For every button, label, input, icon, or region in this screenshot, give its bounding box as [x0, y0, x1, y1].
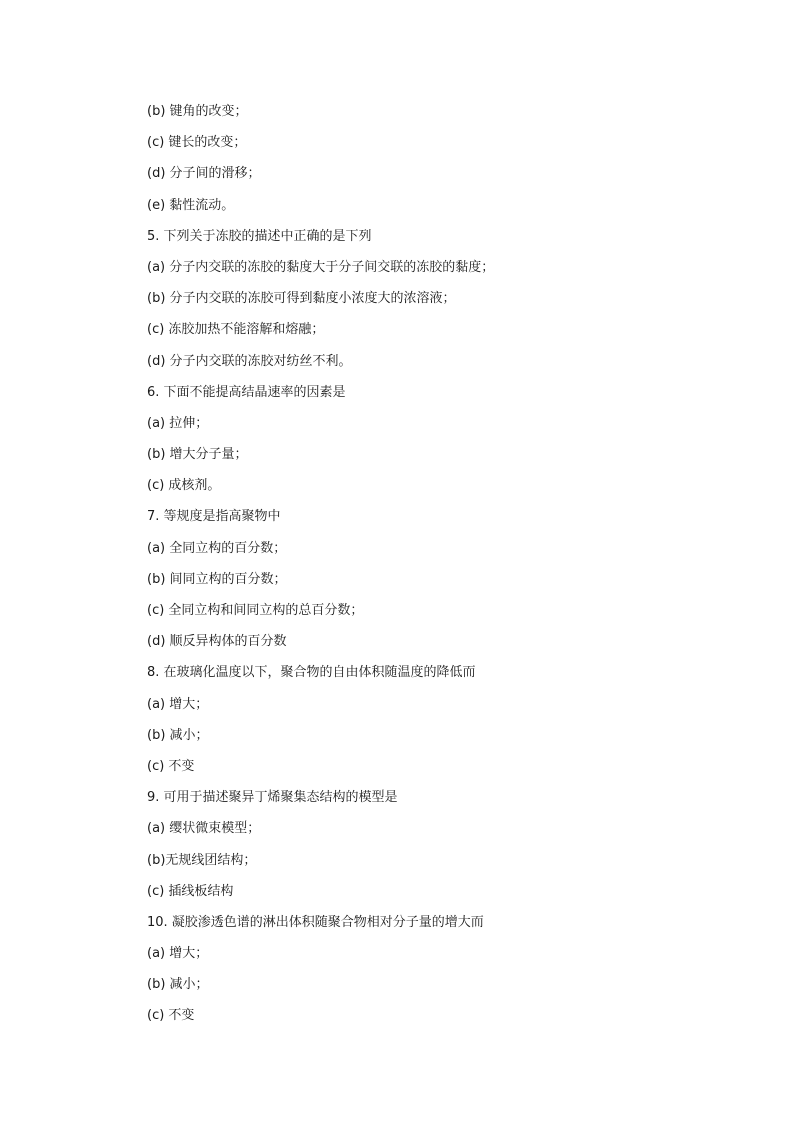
- option-line: (b) 增大分子量；: [147, 447, 248, 463]
- option-line: (c) 不变: [147, 758, 195, 774]
- option-line: (c) 全同立构和间同立构的总百分数；: [147, 603, 364, 618]
- question-line: 6. 下面不能提高结晶速率的因素是: [147, 384, 346, 400]
- question-line: 5. 下列关于冻胶的描述中正确的是下列: [147, 228, 372, 244]
- option-line: (a) 分子内交联的冻胶的黏度大于分子间交联的冻胶的黏度；: [147, 259, 495, 275]
- option-line: (b) 减小；: [147, 977, 209, 993]
- question-line: 9. 可用于描述聚异丁烯聚集态结构的模型是: [147, 790, 398, 806]
- option-line: (d) 分子间的滑移；: [147, 166, 261, 182]
- option-line: (b) 减小；: [147, 727, 209, 743]
- question-line: 7. 等规度是指高聚物中: [147, 509, 281, 525]
- option-line: (c) 插线板结构: [147, 883, 234, 899]
- option-line: (b) 键角的改变；: [147, 104, 248, 119]
- option-line: (a) 增大；: [147, 946, 209, 962]
- option-line: (c) 键长的改变；: [147, 135, 247, 151]
- option-line: (d) 顺反异构体的百分数: [147, 634, 287, 650]
- option-line: (e) 黏性流动。: [147, 197, 235, 213]
- option-line: (a) 缨状微束模型；: [147, 821, 261, 837]
- option-line: (c) 成核剂。: [147, 478, 221, 494]
- option-line: (b) 分子内交联的冻胶可得到黏度小浓度大的浓溶液；: [147, 291, 456, 307]
- option-line: (c) 不变: [147, 1008, 195, 1024]
- question-line: 10. 凝胶渗透色谱的淋出体积随聚合物相对分子量的增大而: [147, 914, 484, 930]
- question-line: 8. 在玻璃化温度以下，聚合物的自由体积随温度的降低而: [147, 665, 476, 681]
- option-line: (d) 分子内交联的冻胶对纺丝不利。: [147, 353, 352, 369]
- option-line: (b) 间同立构的百分数；: [147, 571, 287, 587]
- option-line: (b)无规线团结构；: [147, 852, 257, 868]
- option-line: (a) 拉伸；: [147, 415, 209, 431]
- option-line: (c) 冻胶加热不能溶解和熔融；: [147, 322, 325, 338]
- option-line: (a) 增大；: [147, 696, 209, 712]
- document-body: [147, 101, 707, 1037]
- option-line: (a) 全同立构的百分数；: [147, 540, 287, 556]
